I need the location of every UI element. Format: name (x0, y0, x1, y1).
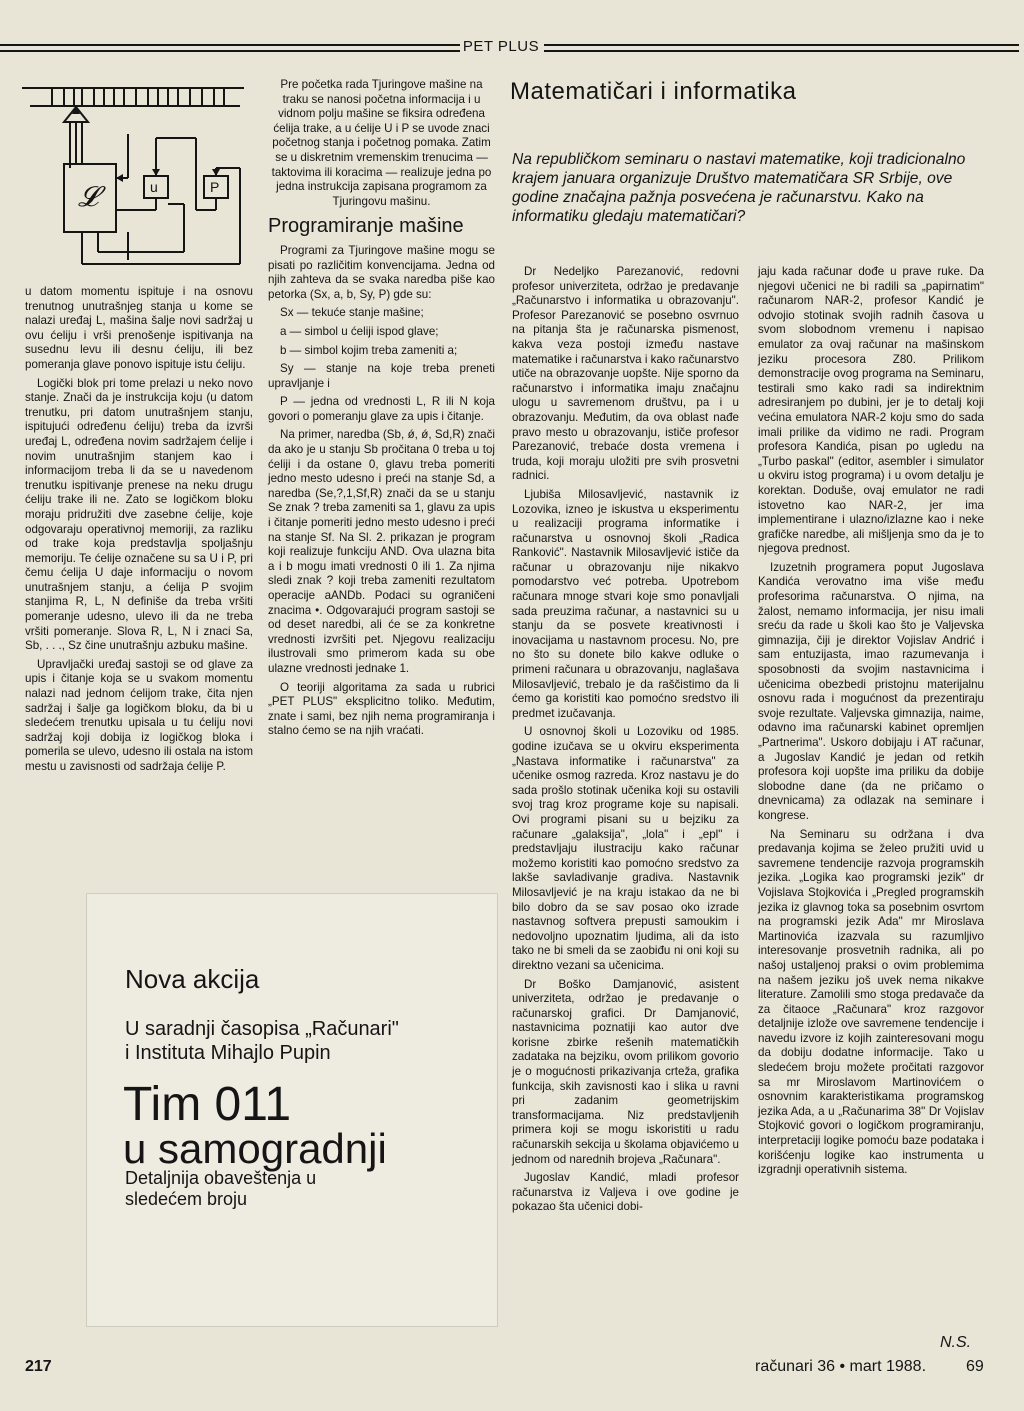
article-signature: N.S. (940, 1334, 972, 1351)
footer-magazine-issue: računari 36 • mart 1988. (755, 1358, 927, 1375)
section-header: PET PLUS (462, 38, 540, 55)
col4-paragraph: Na Seminaru su održana i dva predavanja kojima se želeo pružiti uvid u savremene tendencije razvoja programskih jezika. „Logika kao programski jezik" dr Vojislava Stojkovića i „Pregled programskih jezika iz glavnog toka sa posebnim osvrtom na programski jezik Ada" mr Miroslava Martinovića izazvala su razumljivo interesovanje prosvetnih radnika, ali po našoj ustaljenoj praksi o ovim problemima na našem jeziku još uvek nema nikakve literature. Zamolili smo stoga predavače da za čitaoce „Računara" kroz razgovor detaljnije izlože ove savremene tendencije i navedu izvore iz kojih zainteresovani mogu da dobiju dodatne informacije. Tako u sledećem broju možete pročitati razgovor sa mr Miroslavom Martinovićem o osnovnim karakteristikama programskog jezika Ada, a u „Računarima 38" Dr Vojislav Stojković govori o logičkom programiranju, interpretaciji logike pomoću baze podataka i korišćenju logike kao instrumenta u izgradnji operativnih sistema. (758, 827, 984, 1177)
ad-note-line1: Detaljnija obaveštenja u (125, 1168, 317, 1188)
diagram-label-u: u (150, 179, 158, 195)
col2-intro: Pre početka rada Tjuringove mašine na traku se nanosi početna informacija i u vidnom polju mašine se fiksira određena ćelija trake, a u ćelije U i P se uvode znaci početnog stanja i početnog pomaka. Zatim se u diskretnim vremenskim trenucima — taktovima ili koracima — realizuje jedna po jedna instrukcija zapisana programom za Tjuringovu mašinu. (271, 78, 492, 208)
column-2 (268, 78, 495, 743)
header-rule-right-top (544, 44, 1019, 46)
col3-paragraph: Dr Boško Damjanović, asistent univerziteta, održao je predavanje o računarskoj grafici. Dr Damjanović, nastavnicima poznatiji kao autor dve korisne zbirke rešenih matematičkih zadataka na bejziku, ovom prilikom govorio je o mogućnosti prikazivanja crteža, grafika funkcija, skih zavisnosti kao i slika u ravni pri zadanim geometrijskim transformacijama. Niz predstavljenih primera koji se mogu iskoristiti u radu računarskih sekcija u školama objavićemo u jednom od narednih brojeva „Računara". (512, 977, 739, 1166)
col2-definition: b — simbol kojim treba zameniti a; (280, 343, 458, 357)
turing-machine-diagram (18, 74, 258, 284)
ad-note-line2: sledećem broju (125, 1189, 248, 1209)
column-4 (758, 265, 984, 1182)
ad-headline-line1: Tim 011 (123, 1078, 292, 1131)
col2-paragraph: Programi za Tjuringove mašine mogu se pisati po različitim konvencijama. Jedna od njih zahteva da se svaka naredba piše kao petorka (Sx, a, b, Sy, P) gde su: (268, 243, 495, 301)
col3-paragraph: Dr Nedeljko Parezanović, redovni profesor univerziteta, održao je predavanje „Računarstvo i informatika u obrazovanju". Profesor Parezanović se posebno osvrnuo na pitanja šta je računarska pismenost, kakva veza postoji između nastave matematike i računarstva i kako računarstvo utiče na obrazovanje uopšte. Nije sporno da računarstvo i informatika imaju značajnu ulogu u savremenom društvu, pa i u obrazovanju. Međutim, da ova oblast nađe pravo mesto u obrazovanju, ističe profesor Parezanović, trebaće dosta vremena i truda, koji moraju uložiti pre svih prosvetni radnici. (512, 265, 739, 483)
col2-definition: Sx — tekuće stanje mašine; (280, 306, 424, 320)
col1-paragraph: u datom momentu ispituje i na osnovu trenutnog unutrašnjeg stanja u kome se nalazi uređaj L, mašina šalje novi sadržaj u ovu ćeliju i vrši prenošenje ispitivanja na susednu levu ili desnu ćeliju, ili bez pomeranja glave ponovo ispituje istu ćeliju. (25, 285, 253, 371)
col2-definition: a — simbol u ćeliji ispod glave; (280, 324, 439, 338)
col2-paragraph: Na primer, naredba (Sb, ǿ, ǿ, Sd,R) znači da ako je u stanju Sb pročitana 0 treba u toj ćeliji i da ostane 0, glavu treba pomeriti jedno mesto udesno i preći na stanje Sd, a naredba (Se,?,1,Sf,R) znači da se u stanju Se znak ? treba zameniti sa 1, glavu za upis i čitanje pomeriti jedno mesto udesno i preći na stanje Sf. Na Sl. 2. prikazan je program koji realizuje funkciju AND. Ova ulazna bita a i b mogu imati vrednosti 0 ili 1. Za njima sledi znak ? koji treba zameniti rezultatom operacije aANDb. Podaci su ograničeni znacima •. Odgovarajući program sastoji se od deset naredbi, ali će se za konkretne vrednosti izvršiti pet. Njegovu realizaciju ilustrovali smo primerom kada su obe ulazne vrednosti jednake 1. (268, 428, 495, 675)
col3-paragraph: U osnovnoj školi u Lozoviku od 1985. godine izučava se u okviru eksperimenta „Nastava informatike i računarstva" za učenike osmog razreda. Kroz nastavu je do sada prošlo stotinak učenika koji su ostavili svoj trag kroz programe koje su napisali. Ovi programi pisani su u bejziku za računare „galaksija", „lola" i „epl" i predstavljaju ilustraciju kako računar možemo koristiti kao pomoćno sredstvo za lakše savladivanje gradiva. Nastavnik Milosavljević je na kraju istakao da ne bi bilo dobro da se sav posao oko izrade nastavnog softvera prepusti samoukim i nedovoljno upoznatim ljudima, ali da isto tako ne bi smeli da se zaobiđu ni oni koji su direktno vezani sa učenicima. (512, 725, 739, 972)
ad-headline-line2: u samogradnji (123, 1125, 387, 1172)
ad-title: Nova akcija (125, 964, 260, 994)
header-rule-left-bottom (0, 50, 460, 52)
col2-paragraph: O teoriji algoritama za sada u rubrici „PET PLUS" eksplicitno toliko. Međutim, znate i sami, bez njih nema programiranja i stalno ćemo se na njih vraćati. (268, 680, 495, 738)
col4-paragraph: jaju kada računar dođe u prave ruke. Da njegovi učenici ne bi radili sa „papirnatim" računarom NAR-2, profesor Kandić je odvojio stotinak svojih radnih časova u svom slobodnom vremenu i napisao emulator za ovaj računar na mašinskom jeziku procesora Z80. Prilikom demonstracije ovog programa na Seminaru, testirali smo kako radi sa indirektnim adresiranjem po dubini, jer je to detalj koji većina emulatora NAR-2 koju smo do sada imali prilike da vidimo ne radi. Program profesora Kandića, pisan po ugledu na „Turbo paskal" (editor, asembler i simulator u okviru istog programa) i u ovom detalju je korektan. Doduše, ovaj emulator ne radi istovetno kao NAR-2, jer ima implementirane i ulazno/izlazne kao i neke grafičke naredbe, ali mišljenja smo da je to njegova prednost. (758, 265, 984, 556)
diagram-label-logic-block: 𝓛 (78, 182, 99, 213)
col2-heading: Programiranje mašine (268, 215, 464, 238)
diagram-label-p: P (210, 179, 220, 195)
col2-definition: Sy — stanje na koje treba preneti upravljanje i (268, 362, 495, 390)
article-lead: Na republičkom seminaru o nastavi matematike, koji tradicionalno krajem januara organizuje Društvo matematičara SR Srbije, ove godine značajna pažnja posvećena je računarstvu. Kako na informatiku gledaju matematičari? (512, 151, 966, 225)
col4-paragraph: Izuzetnih programera poput Jugoslava Kandića verovatno ima više među profesorima računarstva. O njima, na žalost, nemamo informacija, jer nisu imali sreću da rade u školi kao što je Valjevska gimnazija, čiji je direktor Vojislav Andrić i sam entuzijasta, imao razumevanja i sposobnosti da svojim nastavnicima i učenicima obezbedi pristojnu materijalnu osnovu rada i mogućnost da prezentiraju svoje rezultate. Valjevska gimnazija, naime, odavno ima računarski kabinet opremljen „Partnerima". Uskoro dobijaju i AT računar, a Jugoslav Kandić je jedan od retkih profesora koji uopšte ima priliku da dobije slobodne dane (da ne pričamo o dnevnicama) za odlazak na seminare i kongrese. (758, 560, 984, 822)
page-number-left: 217 (25, 1358, 52, 1375)
ad-partners-line2: i Instituta Mihajlo Pupin (125, 1042, 331, 1064)
article-title: Matematičari i informatika (510, 78, 797, 105)
col1-paragraph: Logički blok pri tome prelazi u neko novo stanje. Znači da je instrukcija koju (u datom trenutku, pri datom unutrašnjem stanju, ispitujući određenu ćeliju) treba da izvrši uređaj L, određena novim sadržajem ćelije i novim unutrašnjim stanjem kao i informacijom treba li da se u navedenom trenutku ispitivanje prenese na neku drugu ćeliju trake ili ne. Zato se logičkom bloku moraju pridružiti dve zasebne ćelije, koje odgovaraju operativnoj memoriji, za razliku od trake koja predstavlja spoljašnju memoriju. Te ćelije označene su sa U i P, pri čemu ćelija U daje informaciju o novom unutrašnjem stanju, a ćelija P svojim stanjima R, L, N definiše da treba vršiti pomeranje udesno, ulevo ili da ne treba vršiti pomeranje. Slova R, L, N i znaci Sa, Sb, . . ., Sz čine unutrašnju azbuku mašine. (25, 376, 253, 653)
header-rule-left-top (0, 44, 460, 46)
ad-partners-line1: U saradnji časopisa „Računari" (125, 1018, 399, 1040)
col1-paragraph: Upravljački uređaj sastoji se od glave za upis i čitanje koja se u svakom momentu nalazi nad jednom ćelijom trake, čita njen sadržaj i šalje ga logičkom bloku, da bi u sledećem trenutku upisala u tu ćeliju novi sadržaj koji dobija iz logičkog bloka i pomerila se ulevo, udesno ili ostala na istom mestu u zavisnosti od sadržaja ćelije P. (25, 657, 253, 773)
column-3 (512, 265, 739, 1219)
col3-paragraph: Jugoslav Kandić, mladi profesor računarstva iz Valjeva i ove godine je pokazao šta učenici dobi- (512, 1171, 739, 1214)
header-rule-right-bottom (544, 50, 1019, 52)
ad-box (86, 893, 498, 1327)
column-1 (25, 285, 253, 779)
page-number-right: 69 (966, 1358, 984, 1375)
col2-definition: P — jedna od vrednosti L, R ili N koja govori o pomeranju glave za upis i čitanje. (268, 395, 495, 423)
col3-paragraph: Ljubiša Milosavljević, nastavnik iz Lozovika, izneo je iskustva u eksperimentu u realizaciji programa informatike i računarstva u osnovnoj školi „Radica Ranković". Nastavnik Milosavljević ističe da računar u obrazovanju nije nikakvo pomodarstvo već potreba. Upotrebom računara mnoge stvari koje smo ponavljali sada preuzima računar, a nastavnici su u stanju da se posvete kreativnosti i inovacijama u nastavnom procesu. No, pre no što su donete bilo kakve odluke o primeni računara u obrazovanju, naglašava Milosavljević, trebalo je da raščistimo da li ćemo ga koristiti kao pomoćno sredstvo ili predmet izučavanja. (512, 487, 739, 720)
